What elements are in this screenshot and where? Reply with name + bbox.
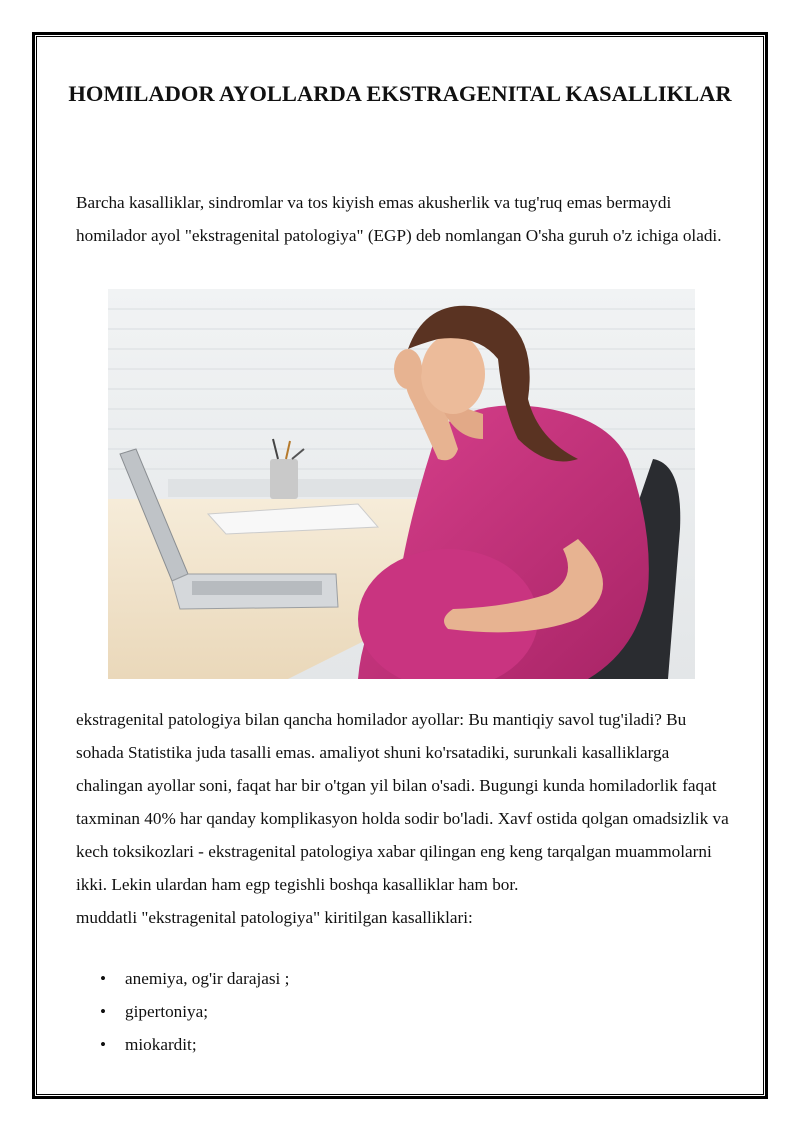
list-item xyxy=(76,995,289,1028)
disease-list xyxy=(76,962,289,1061)
list-intro: muddatli "ekstragenital patologiya" kiritilgan kasalliklari: xyxy=(76,908,473,927)
intro-paragraph: Barcha kasalliklar, sindromlar va tos kiyish emas akusherlik va tug'ruq emas bermaydi homilador ayol "ekstragenital patologiya" (EGP) deb nomlangan O'sha guruh o'z ichiga oladi. xyxy=(76,193,722,245)
list-item-text: anemiya, og'ir darajasi ; xyxy=(125,969,290,988)
bullet-icon: • xyxy=(100,1035,107,1054)
list-item xyxy=(76,962,289,995)
list-item-text: miokardit; xyxy=(125,1035,197,1054)
body-paragraph xyxy=(76,703,736,934)
pregnant-woman-photo xyxy=(108,289,695,679)
bullet-icon: • xyxy=(100,969,107,988)
list-item-text: gipertoniya; xyxy=(125,1002,209,1021)
bullet-icon: • xyxy=(100,1002,107,1021)
document-title: HOMILADOR AYOLLARDA EKSTRAGENITAL KASALLIKLAR xyxy=(68,81,732,106)
list-item xyxy=(76,1028,289,1061)
body-text: ekstragenital patologiya bilan qancha homilador ayollar: Bu mantiqiy savol tug'iladi? Bu sohada Statistika juda tasalli emas. amaliyot shuni ko'rsatadiki, surunkali kasalliklarga chalingan ayollar soni, faqat har bir o'tgan yil bilan o'sadi. Bugungi kunda homiladorlik faqat taxminan 40% har qanday komplikasyon holda sodir bo'ladi. Xavf ostida qolgan omadsizlik va kech toksikozlari - ekstragenital patologiya xabar qilingan eng keng tarqalgan muammolarni ikki. Lekin ulardan ham egp tegishli boshqa kasalliklar ham bor. xyxy=(76,710,729,894)
